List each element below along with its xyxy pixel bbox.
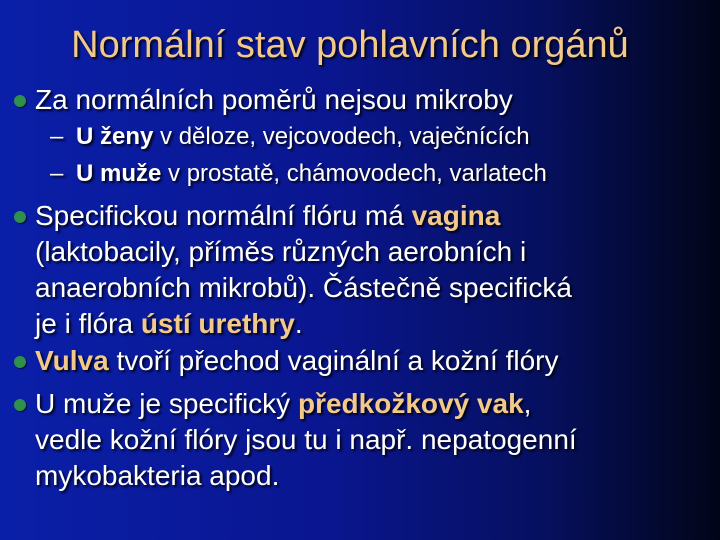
bullet-line: (laktobacily, příměs různých aerobních i xyxy=(35,236,527,267)
sub-item-text: v prostatě, chámovodech, varlatech xyxy=(161,160,547,187)
bullet-line: je i flóra ústí urethry. xyxy=(35,308,303,339)
bullet-text: Vulva tvoří přechod vaginální a kožní flóry xyxy=(35,345,559,376)
bullet-icon xyxy=(14,399,26,411)
bullet-text: Za normálních poměrů nejsou mikroby xyxy=(35,84,513,115)
bullet-line: Specifickou normální flóru má vagina xyxy=(35,200,501,231)
bullet-icon xyxy=(14,211,26,223)
bullet-line: anaerobních mikrobů). Částečně specifická xyxy=(35,272,572,303)
highlight-vagina: vagina xyxy=(411,200,501,231)
highlight-vulva: Vulva xyxy=(35,345,109,376)
sub-item-text: v děloze, vejcovodech, vaječnících xyxy=(153,123,530,150)
sub-item-bold: U muže xyxy=(76,160,162,187)
highlight-foreskin: předkožkový vak xyxy=(297,388,524,419)
bullet-line: mykobakteria apod. xyxy=(35,460,280,491)
bullet-line: U muže je specifický předkožkový vak, xyxy=(35,388,532,419)
highlight-urethra: ústí urethry xyxy=(140,308,295,339)
slide-title: Normální stav pohlavních orgánů xyxy=(71,24,629,66)
dash-icon: – xyxy=(50,160,64,187)
bullet-line: vedle kožní flóry jsou tu i např. nepatogenní xyxy=(35,424,577,455)
bullet-icon xyxy=(14,95,26,107)
sub-item-2 xyxy=(50,159,547,189)
sub-item-bold: U ženy xyxy=(76,123,154,150)
dash-icon: – xyxy=(50,123,64,150)
sub-item-1 xyxy=(50,122,530,152)
bullet-icon xyxy=(14,356,26,368)
